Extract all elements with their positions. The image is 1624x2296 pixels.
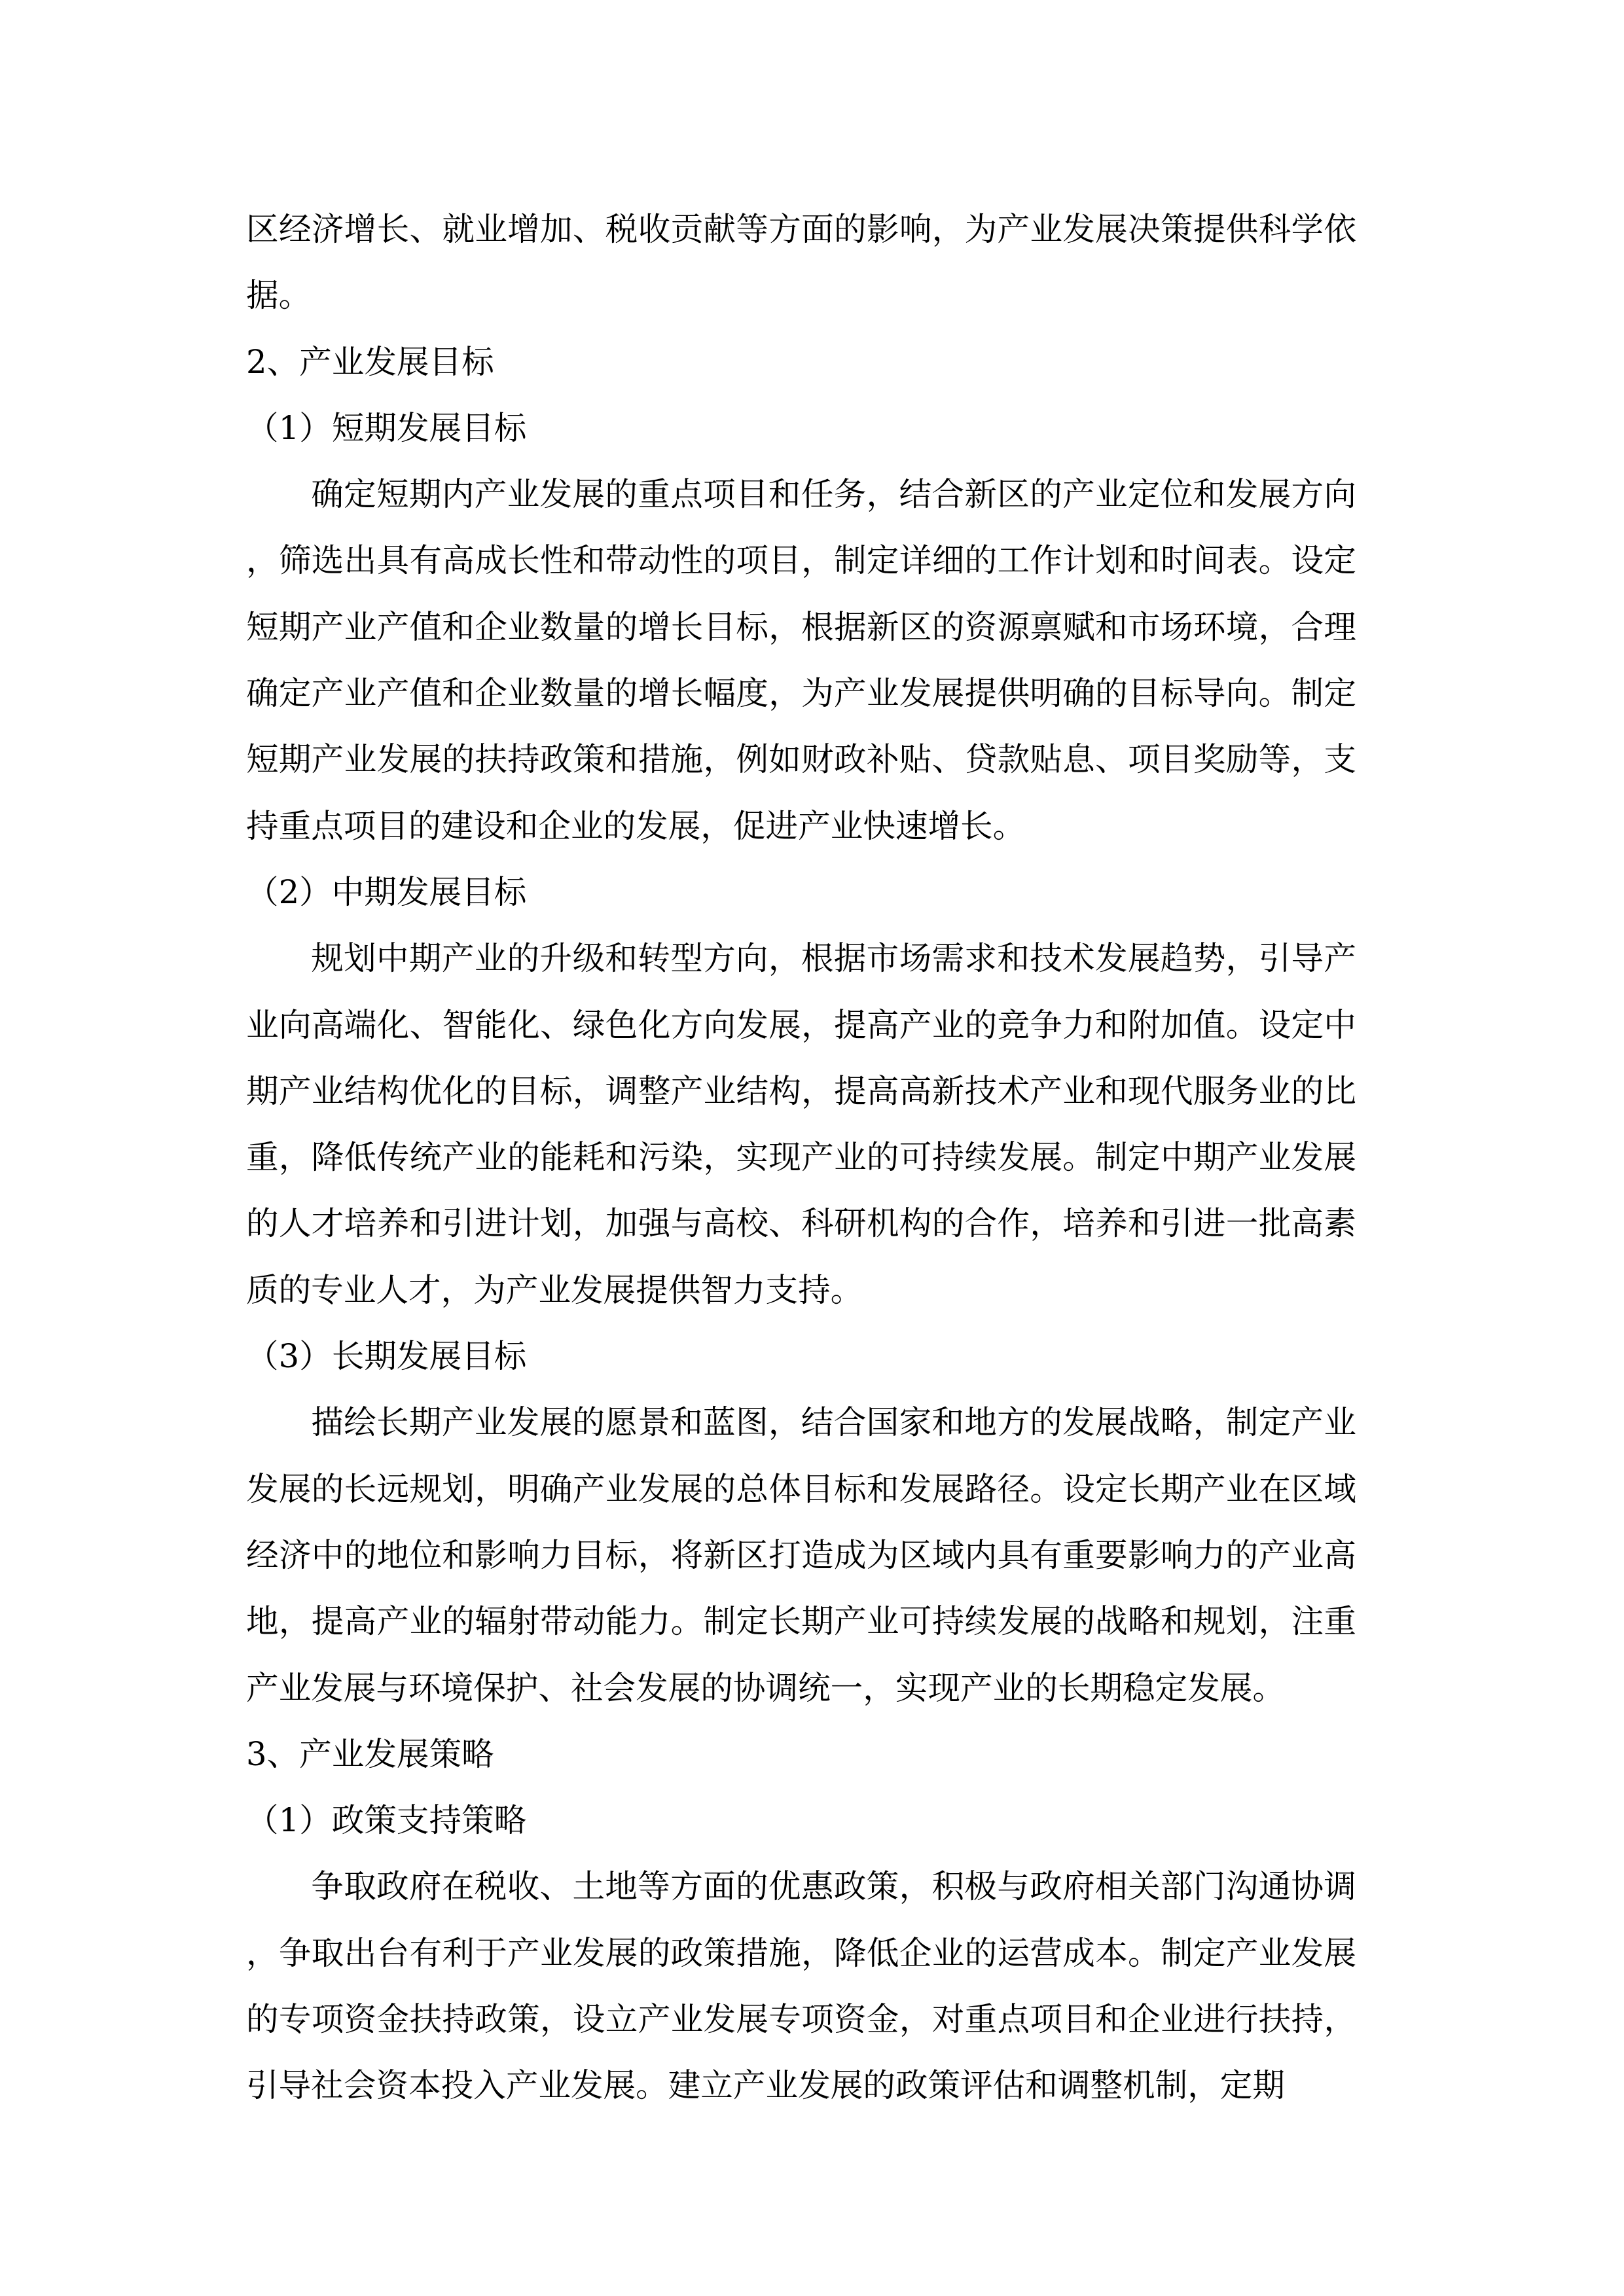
paragraph-short-term-goals: 确定短期内产业发展的重点项目和任务，结合新区的产业定位和发展方向，筛选出具有高成长性和带动性的项目，制定详细的工作计划和时间表。设定短期产业产值和企业数量的增长目标，根据新区的资源禀赋和市场环境，合理确定产业产值和企业数量的增长幅度，为产业发展提供明确的目标导向。制定短期产业发展的扶持政策和措施，例如财政补贴、贷款贴息、项目奖励等，支持重点项目的建设和企业的发展，促进产业快速增长。	[246, 475, 1356, 845]
paragraph-mid-term-goals: 规划中期产业的升级和转型方向，根据市场需求和技术发展趋势，引导产业向高端化、智能化、绿色化方向发展，提高产业的竞争力和附加值。设定中期产业结构优化的目标，调整产业结构，提高高新技术产业和现代服务业的比重，降低传统产业的能耗和污染，实现产业的可持续发展。制定中期产业发展的人才培养和引进计划，加强与高校、科研机构的合作，培养和引进一批高素质的专业人才，为产业发展提供智力支持。	[246, 939, 1356, 1309]
subsection-heading-long-term-goals: （3）长期发展目标	[246, 1337, 527, 1376]
paragraph-long-term-goals: 描绘长期产业发展的愿景和蓝图，结合国家和地方的发展战略，制定产业发展的长远规划，明确产业发展的总体目标和发展路径。设定长期产业在区域经济中的地位和影响力目标，将新区打造成为区域内具有重要影响力的产业高地，提高产业的辐射带动能力。制定长期产业可持续发展的战略和规划，注重产业发展与环境保护、社会发展的协调统一，实现产业的长期稳定发展。	[246, 1403, 1356, 1707]
document-body	[246, 196, 1356, 2119]
section-heading-industry-goals: 2、产业发展目标	[246, 342, 494, 381]
section-heading-industry-strategy: 3、产业发展策略	[246, 1734, 494, 1773]
subsection-heading-mid-term-goals: （2）中期发展目标	[246, 872, 527, 911]
subsection-heading-short-term-goals: （1）短期发展目标	[246, 408, 527, 447]
continuation-paragraph: 区经济增长、就业增加、税收贡献等方面的影响，为产业发展决策提供科学依据。	[246, 210, 1356, 315]
paragraph-policy-support: 争取政府在税收、土地等方面的优惠政策，积极与政府相关部门沟通协调，争取出台有利于产业发展的政策措施，降低企业的运营成本。制定产业发展的专项资金扶持政策，设立产业发展专项资金，对重点项目和企业进行扶持，引导社会资本投入产业发展。建立产业发展的政策评估和调整机制，定期	[246, 1867, 1356, 2105]
subsection-heading-policy-support: （1）政策支持策略	[246, 1801, 527, 1840]
